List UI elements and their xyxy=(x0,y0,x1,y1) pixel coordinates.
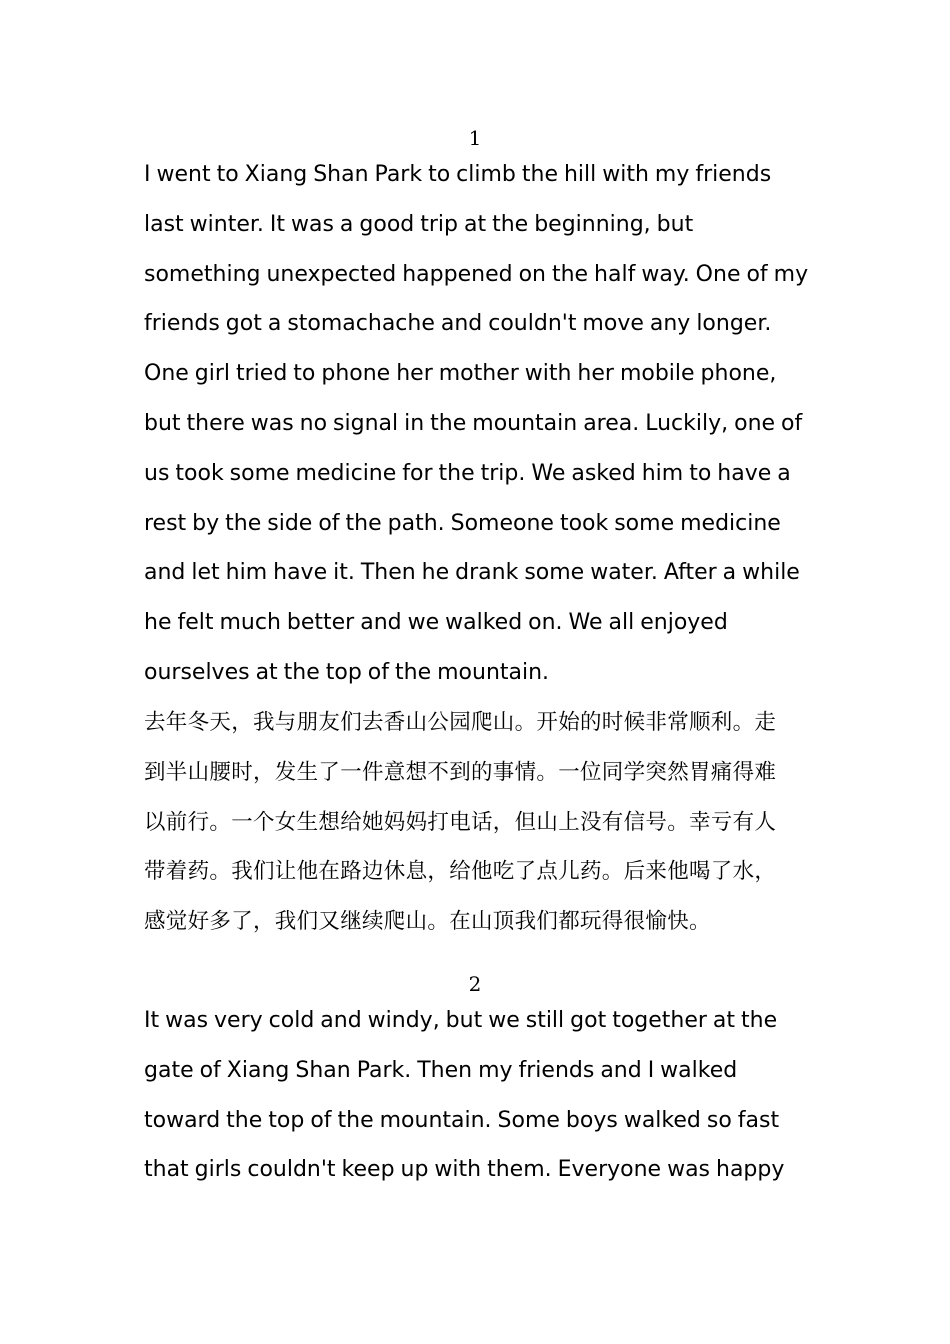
text-line: and let him have it. Then he drank some water. After a while xyxy=(144,560,800,586)
text-line: 带着药。我们让他在路边休息，给他吃了点儿药。后来他喝了水， xyxy=(144,859,777,885)
section-1-chinese-paragraph xyxy=(144,698,814,947)
text-line: ourselves at the top of the mountain. xyxy=(144,659,550,685)
text-line: One girl tried to phone her mother with her mobile phone, xyxy=(144,361,777,387)
text-line: 感觉好多了，我们又继续爬山。在山顶我们都玩得很愉快。 xyxy=(144,909,711,935)
section-1-english-paragraph xyxy=(144,150,814,698)
text-line: last winter. It was a good trip at the beginning, but xyxy=(144,211,694,237)
section-number-2: 2 xyxy=(468,972,482,996)
text-line: something unexpected happened on the half way. One of my xyxy=(144,261,809,287)
section-number-1: 1 xyxy=(468,126,482,150)
text-line: rest by the side of the path. Someone took some medicine xyxy=(144,510,781,536)
text-line: us took some medicine for the trip. We asked him to have a xyxy=(144,460,791,486)
text-line: It was very cold and windy, but we still got together at the xyxy=(144,1008,778,1033)
text-line: 去年冬天，我与朋友们去香山公园爬山。开始的时候非常顺利。走 xyxy=(144,710,777,735)
text-line: friends got a stomachache and couldn't move any longer. xyxy=(144,311,772,337)
text-line: that girls couldn't keep up with them. Everyone was happy xyxy=(144,1157,785,1183)
text-line: toward the top of the mountain. Some boys walked so fast xyxy=(144,1107,780,1133)
text-line: 到半山腰时，发生了一件意想不到的事情。一位同学突然胃痛得难 xyxy=(144,759,777,785)
text-line: he felt much better and we walked on. We all enjoyed xyxy=(144,610,728,636)
text-line: 以前行。一个女生想给她妈妈打电话，但山上没有信号。幸亏有人 xyxy=(144,809,777,835)
text-line: I went to Xiang Shan Park to climb the hill with my friends xyxy=(144,162,772,187)
section-2-english-paragraph xyxy=(144,996,814,1195)
text-line: but there was no signal in the mountain area. Luckily, one of xyxy=(144,410,803,436)
text-line: gate of Xiang Shan Park. Then my friends and I walked xyxy=(144,1057,738,1083)
